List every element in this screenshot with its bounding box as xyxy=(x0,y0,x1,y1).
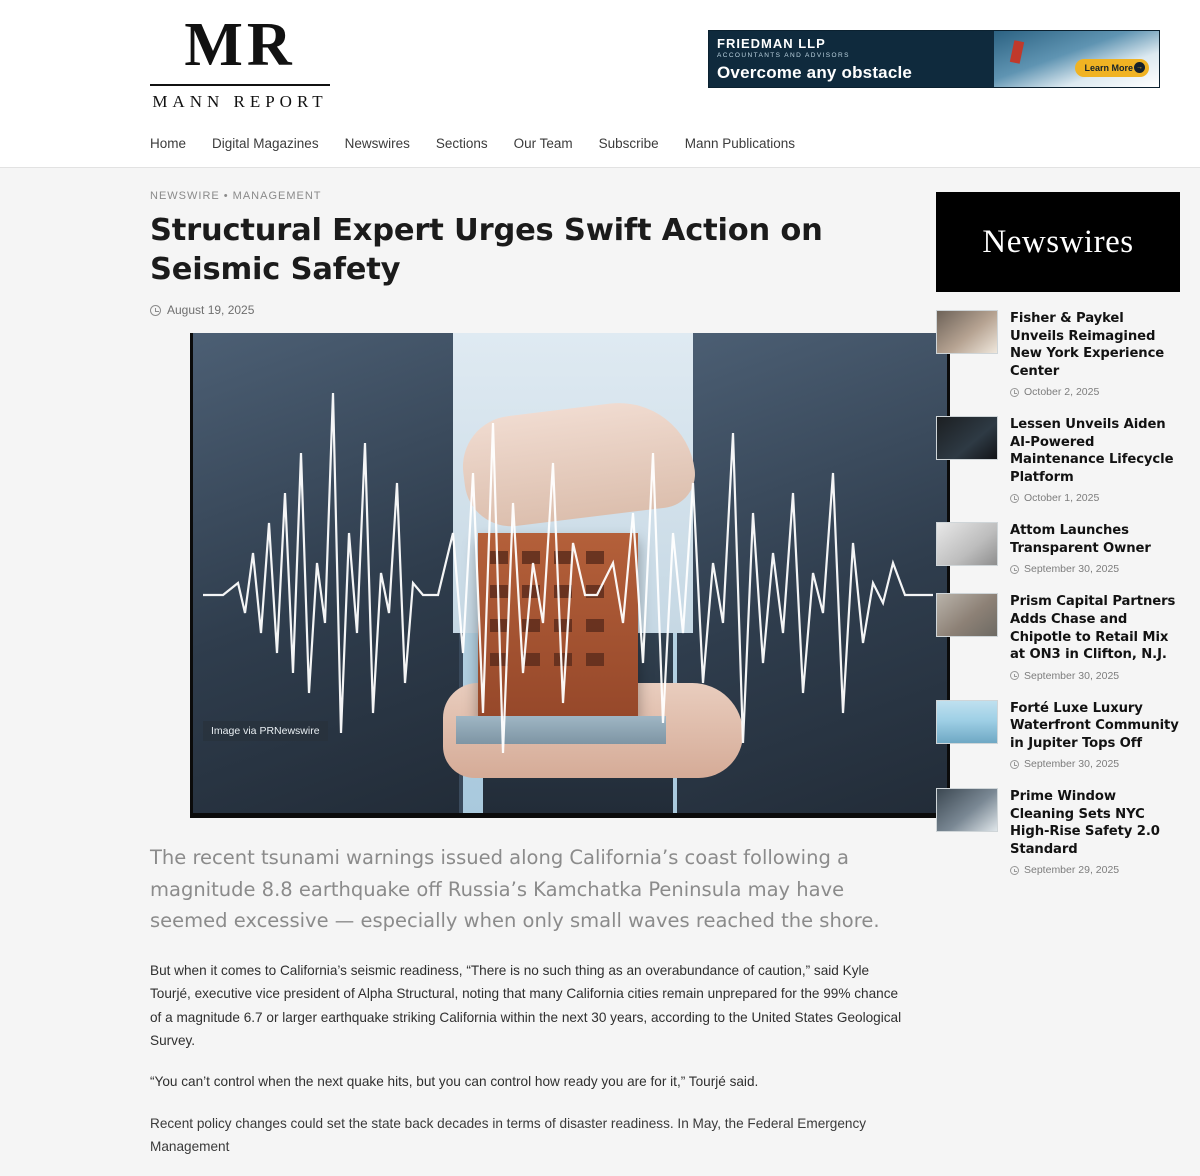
clock-icon xyxy=(1010,565,1019,574)
list-item[interactable] xyxy=(936,593,1180,681)
sidebar-title: Newswires xyxy=(982,223,1134,260)
list-item-date: October 1, 2025 xyxy=(1024,492,1100,505)
list-item-date: September 29, 2025 xyxy=(1024,864,1120,877)
list-item-text xyxy=(1010,788,1180,876)
article-paragraph-1: But when it comes to California’s seismic readiness, “There is no such thing as an overabundance of caution,” said Kyle Tourjé, executive vice president of Alpha Structural, noting that many California cities remain unprepared for the 99% chance of a magnitude 6.7 or larger earthquake striking California within the next 30 years, according to the United States Geological Survey. xyxy=(150,962,902,1048)
article-lede: The recent tsunami warnings issued along California’s coast following a magnitude 8.8 earthquake off Russia’s Kamchatka Peninsula may have seemed excessive — especially when only small waves reached the shore. xyxy=(150,846,880,933)
clock-icon xyxy=(1010,760,1019,769)
list-item-title[interactable]: Fisher & Paykel Unveils Reimagined New York Experience Center xyxy=(1010,311,1165,379)
logo-subtitle-text: MANN REPORT xyxy=(152,92,328,111)
list-item-date-row xyxy=(1010,758,1180,770)
clock-icon xyxy=(1010,866,1019,875)
nav-item-our-team[interactable] xyxy=(514,126,573,165)
ad-firm-name: FRIEDMAN LLP xyxy=(717,36,826,51)
list-item[interactable] xyxy=(936,522,1180,575)
list-item[interactable] xyxy=(936,416,1180,504)
list-item-title[interactable]: Prime Window Cleaning Sets NYC High-Rise Safety 2.0 Standard xyxy=(1010,789,1160,857)
list-item-title[interactable]: Prism Capital Partners Adds Chase and Chipotle to Retail Mix at ON3 in Clifton, N.J. xyxy=(1010,594,1176,663)
list-item-title[interactable]: Forté Luxe Luxury Waterfront Community in Jupiter Tops Off xyxy=(1010,700,1179,751)
list-item-date: September 30, 2025 xyxy=(1024,758,1120,771)
article-hero-image xyxy=(190,333,950,818)
article-kicker[interactable]: NEWSWIRE • MANAGEMENT xyxy=(150,190,322,202)
nav-link-newswires[interactable]: Newswires xyxy=(344,136,410,151)
content-area xyxy=(0,168,1200,1176)
list-item-text xyxy=(1010,700,1180,771)
thumbnail-image xyxy=(936,700,998,744)
article-byline xyxy=(150,303,910,317)
ad-banner[interactable] xyxy=(708,30,1160,88)
page-title: Structural Expert Urges Swift Action on Seismic Safety xyxy=(150,213,823,288)
thumbnail-image xyxy=(936,593,998,637)
main-navigation[interactable] xyxy=(0,126,1200,168)
hero-suit-left xyxy=(193,333,463,813)
list-item-date-row xyxy=(1010,670,1180,682)
nav-item-digital-magazines[interactable] xyxy=(212,126,319,165)
image-credit: Image via PRNewswire xyxy=(203,721,328,741)
list-item-date: October 2, 2025 xyxy=(1024,386,1100,399)
nav-item-sections[interactable] xyxy=(436,126,488,165)
nav-item-newswires[interactable] xyxy=(345,126,410,165)
article-paragraph-2: “You can’t control when the next quake hits, but you can control how ready you are for it,” Tourjé said. xyxy=(150,1074,759,1090)
list-item-date: September 30, 2025 xyxy=(1024,669,1120,682)
ad-firm-tagline: ACCOUNTANTS AND ADVISORS xyxy=(717,52,850,59)
list-item[interactable] xyxy=(936,788,1180,876)
list-item-date-row xyxy=(1010,864,1180,876)
nav-item-mann-publications[interactable] xyxy=(685,126,795,165)
list-item-title[interactable]: Attom Launches Transparent Owner xyxy=(1010,523,1151,556)
list-item[interactable] xyxy=(936,310,1180,398)
list-item-text xyxy=(1010,416,1180,504)
list-item-date-row xyxy=(1010,492,1180,504)
thumbnail-image xyxy=(936,310,998,354)
logo-divider xyxy=(150,84,330,86)
thumbnail-image xyxy=(936,416,998,460)
ad-cta-label: Learn More xyxy=(1084,63,1133,73)
hero-image-scene xyxy=(193,333,947,813)
content-columns xyxy=(0,190,1200,1176)
sidebar xyxy=(936,190,1180,1176)
arrow-right-icon: → xyxy=(1136,64,1143,71)
site-logo[interactable] xyxy=(150,11,330,112)
nav-list xyxy=(150,126,1200,165)
clock-icon xyxy=(1010,494,1019,503)
ad-learn-more-button[interactable] xyxy=(1075,59,1149,77)
article-date: August 19, 2025 xyxy=(167,303,255,318)
article-paragraph-3: Recent policy changes could set the state back decades in terms of disaster readiness. In May, the Federal Emergency Management xyxy=(150,1115,867,1155)
ad-headline: Overcome any obstacle xyxy=(717,63,913,82)
nav-link-subscribe[interactable]: Subscribe xyxy=(598,136,659,151)
list-item-date-row xyxy=(1010,386,1180,398)
list-item[interactable] xyxy=(936,700,1180,771)
site-header xyxy=(0,0,1200,126)
list-item-text xyxy=(1010,310,1180,398)
article xyxy=(150,190,910,1176)
nav-link-sections[interactable]: Sections xyxy=(435,136,488,151)
list-item-date: September 30, 2025 xyxy=(1024,563,1120,576)
list-item-text xyxy=(1010,522,1180,575)
sidebar-title-banner xyxy=(936,192,1180,292)
nav-link-mann-publications[interactable]: Mann Publications xyxy=(684,136,796,151)
clock-icon xyxy=(1010,388,1019,397)
clock-icon xyxy=(1010,671,1019,680)
nav-item-home[interactable] xyxy=(150,126,186,165)
clock-icon xyxy=(150,305,161,316)
list-item-date-row xyxy=(1010,563,1180,575)
ad-banner-copy xyxy=(709,31,999,87)
nav-item-subscribe[interactable] xyxy=(599,126,659,165)
list-item-text xyxy=(1010,593,1180,681)
hero-building-model xyxy=(478,533,638,718)
nav-link-digital-magazines[interactable]: Digital Magazines xyxy=(212,136,319,151)
nav-link-home[interactable]: Home xyxy=(150,136,187,151)
list-item-title[interactable]: Lessen Unveils Aiden AI-Powered Maintenance Lifecycle Platform xyxy=(1010,417,1174,485)
thumbnail-image xyxy=(936,522,998,566)
thumbnail-image xyxy=(936,788,998,832)
nav-link-our-team[interactable]: Our Team xyxy=(513,136,573,151)
logo-mark-text: MR xyxy=(184,11,296,79)
